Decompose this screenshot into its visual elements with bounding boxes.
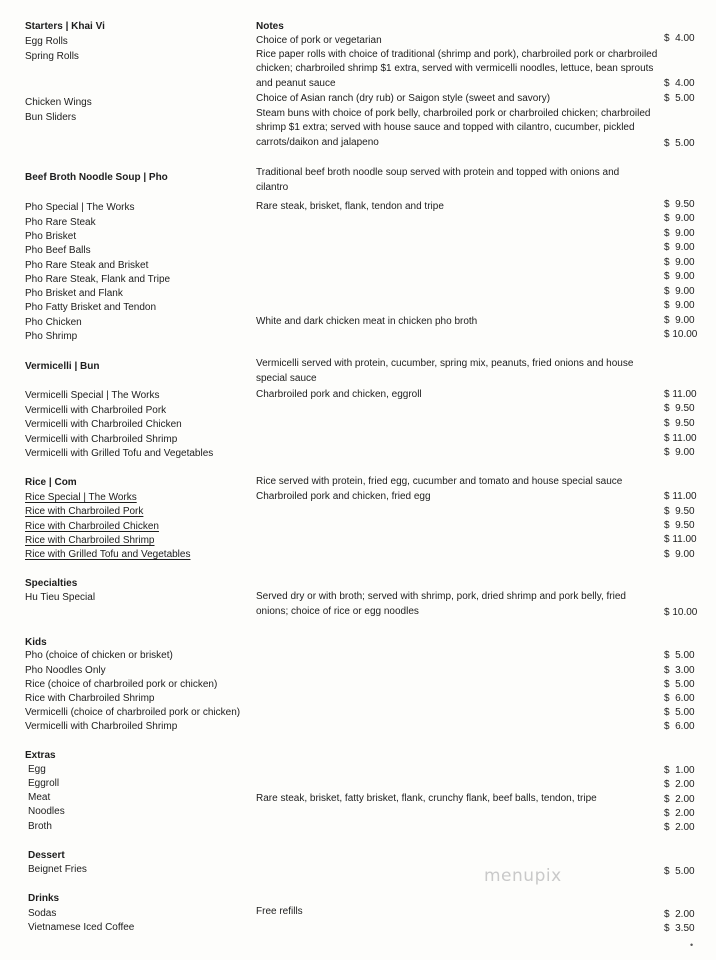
- notes-header: Notes: [256, 21, 284, 32]
- menu-item-price: $ 6.00: [664, 721, 695, 732]
- menu-item-price: $ 11.00: [664, 389, 697, 400]
- menu-item-name: Vermicelli with Charbroiled Pork: [25, 405, 167, 416]
- menu-item-name: Pho Shrimp: [25, 331, 78, 342]
- section-title-starters: Starters | Khai Vi: [25, 21, 105, 32]
- menu-item-price: $ 10.00: [664, 607, 698, 618]
- menu-item-name: Egg Rolls: [25, 36, 68, 47]
- menu-item-price: $ 1.00: [664, 765, 695, 776]
- menu-item-name: Pho Brisket: [25, 231, 77, 242]
- menu-item-note: Charbroiled pork and chicken, fried egg: [256, 491, 431, 502]
- menu-item-note: Choice of pork or vegetarian: [256, 35, 382, 46]
- menu-item-price: $ 9.00: [664, 271, 695, 282]
- menu-item-name: Bun Sliders: [25, 112, 77, 123]
- menu-item-name: Pho Chicken: [25, 317, 82, 328]
- menu-item-name: Hu Tieu Special: [25, 592, 96, 603]
- menu-item-name: Vermicelli with Grilled Tofu and Vegetables: [25, 448, 214, 459]
- menu-item-price: $ 11.00: [664, 534, 697, 545]
- menu-item-note: White and dark chicken meat in chicken pho broth: [256, 316, 478, 327]
- menu-item-price: $ 11.00: [664, 433, 697, 444]
- section-title-pho: Beef Broth Noodle Soup | Pho: [25, 172, 168, 183]
- menu-item-price: $ 9.00: [664, 242, 695, 253]
- menu-item-name: Pho Beef Balls: [25, 245, 91, 256]
- menu-item-name: Vermicelli (choice of charbroiled pork or chicken): [25, 707, 241, 718]
- menu-item-name: Pho Rare Steak, Flank and Tripe: [25, 274, 171, 285]
- menu-item-price: $ 5.00: [664, 138, 695, 149]
- menu-item-price: $ 2.00: [664, 822, 695, 833]
- menu-item-price: $ 4.00: [664, 33, 695, 44]
- menu-item-name: Rice with Charbroiled Pork: [25, 506, 144, 517]
- menu-item-name: Noodles: [28, 806, 65, 817]
- menu-item-price: $ 11.00: [664, 491, 697, 502]
- section-title-extras: Extras: [25, 750, 56, 761]
- menu-item-name: Beignet Fries: [28, 864, 87, 875]
- menu-item-name: Pho (choice of chicken or brisket): [25, 650, 173, 661]
- section-title-specialties: Specialties: [25, 578, 78, 589]
- menu-item-price: $ 9.00: [664, 228, 695, 239]
- menu-item-name: Rice (choice of charbroiled pork or chicken): [25, 679, 218, 690]
- section-note: Rice served with protein, fried egg, cucumber and tomato and house special sauce: [256, 476, 623, 487]
- menu-item-name: Vermicelli with Charbroiled Shrimp: [25, 434, 178, 445]
- menu-item-name: Meat: [28, 792, 51, 803]
- section-title-drinks: Drinks: [28, 893, 60, 904]
- menu-item-name: Eggroll: [28, 778, 60, 789]
- menu-item-name: Pho Brisket and Flank: [25, 288, 123, 299]
- menu-item-price: $ 2.00: [664, 794, 695, 805]
- menu-item-name: Rice with Charbroiled Shrimp: [25, 693, 155, 704]
- menu-item-note: Rare steak, brisket, flank, tendon and tripe: [256, 201, 444, 212]
- menu-item-price: $ 9.00: [664, 300, 695, 311]
- menu-item-name: Pho Noodles Only: [25, 665, 106, 676]
- section-title-rice: Rice | Com: [25, 477, 77, 488]
- menu-item-note: Free refills: [256, 906, 303, 917]
- menu-item-name: Pho Rare Steak and Brisket: [25, 260, 149, 271]
- menu-item-price: $ 9.50: [664, 520, 695, 531]
- menu-item-name: Rice Special | The Works: [25, 492, 137, 503]
- menu-item-note: Rare steak, brisket, fatty brisket, flank, crunchy flank, beef balls, tendon, tripe: [256, 793, 597, 804]
- menu-item-note: Rice paper rolls with choice of traditional (shrimp and pork), charbroiled pork or charbroiled: [256, 49, 658, 60]
- menu-item-name: Vermicelli with Charbroiled Shrimp: [25, 721, 178, 732]
- menu-item-price: $ 9.00: [664, 286, 695, 297]
- menu-item-note: carrots/daikon and jalapeno: [256, 137, 379, 148]
- menu-item-name: Pho Fatty Brisket and Tendon: [25, 302, 157, 313]
- menu-item-name: Egg: [28, 764, 46, 775]
- menu-item-note: Steam buns with choice of pork belly, charbroiled pork or charbroiled chicken; charbroiled: [256, 108, 651, 119]
- menu-item-price: $ 5.00: [664, 866, 695, 877]
- menu-item-name: Rice with Charbroiled Chicken: [25, 521, 159, 532]
- menu-item-note: onions; choice of rice or egg noodles: [256, 606, 419, 617]
- menu-item-name: Vermicelli with Charbroiled Chicken: [25, 419, 182, 430]
- menu-item-name: Spring Rolls: [25, 51, 79, 62]
- menu-item-price: $ 9.00: [664, 315, 695, 326]
- menu-item-name: Pho Special | The Works: [25, 202, 135, 213]
- menu-item-price: $ 3.50: [664, 923, 695, 934]
- menu-item-price: $ 5.00: [664, 707, 695, 718]
- menu-item-price: $ 9.50: [664, 506, 695, 517]
- menu-item-price: $ 9.00: [664, 549, 695, 560]
- section-note: Traditional beef broth noodle soup served with protein and topped with onions and: [256, 167, 620, 178]
- menu-item-price: $ 2.00: [664, 909, 695, 920]
- menu-item-name: Pho Rare Steak: [25, 217, 96, 228]
- menu-item-price: $ 9.50: [664, 199, 695, 210]
- menu-item-price: $ 2.00: [664, 808, 695, 819]
- menu-item-name: Vermicelli Special | The Works: [25, 390, 160, 401]
- menu-item-name: Vietnamese Iced Coffee: [28, 922, 135, 933]
- menu-item-note: Served dry or with broth; served with shrimp, pork, dried shrimp and pork belly, fried: [256, 591, 626, 602]
- menu-item-note: and peanut sauce: [256, 78, 336, 89]
- section-title-kids: Kids: [25, 637, 47, 648]
- menu-item-price: $ 9.00: [664, 213, 695, 224]
- menu-item-price: $ 4.00: [664, 78, 695, 89]
- stray-mark: •: [690, 940, 694, 950]
- menu-item-price: $ 9.00: [664, 447, 695, 458]
- menu-item-price: $ 9.00: [664, 257, 695, 268]
- menu-item-name: Rice with Grilled Tofu and Vegetables: [25, 549, 191, 560]
- menu-item-note: shrimp $1 extra; served with house sauce and topped with cilantro, cucumber, pickled: [256, 122, 635, 133]
- menu-item-name: Sodas: [28, 908, 57, 919]
- menu-item-price: $ 6.00: [664, 693, 695, 704]
- menu-item-price: $ 9.50: [664, 403, 695, 414]
- menu-item-name: Broth: [28, 821, 52, 832]
- menu-item-note: Charbroiled pork and chicken, eggroll: [256, 389, 422, 400]
- section-title-dessert: Dessert: [28, 850, 65, 861]
- menu-item-note: Choice of Asian ranch (dry rub) or Saigon style (sweet and savory): [256, 93, 551, 104]
- menu-item-price: $ 10.00: [664, 329, 698, 340]
- section-note: cilantro: [256, 182, 289, 193]
- menu-item-price: $ 5.00: [664, 650, 695, 661]
- section-note: Vermicelli served with protein, cucumber, spring mix, peanuts, fried onions and house: [256, 358, 634, 369]
- section-note: special sauce: [256, 373, 317, 384]
- menu-item-note: chicken; charbroiled shrimp $1 extra, served with vermicelli noodles, lettuce, bean sprouts: [256, 63, 654, 74]
- menu-item-price: $ 5.00: [664, 93, 695, 104]
- menu-item-price: $ 2.00: [664, 779, 695, 790]
- section-title-vermicelli: Vermicelli | Bun: [25, 361, 100, 372]
- menu-item-price: $ 5.00: [664, 679, 695, 690]
- menu-item-name: Rice with Charbroiled Shrimp: [25, 535, 155, 546]
- watermark: menupix: [484, 866, 562, 886]
- menu-item-price: $ 9.50: [664, 418, 695, 429]
- menu-item-price: $ 3.00: [664, 665, 695, 676]
- menu-item-name: Chicken Wings: [25, 97, 92, 108]
